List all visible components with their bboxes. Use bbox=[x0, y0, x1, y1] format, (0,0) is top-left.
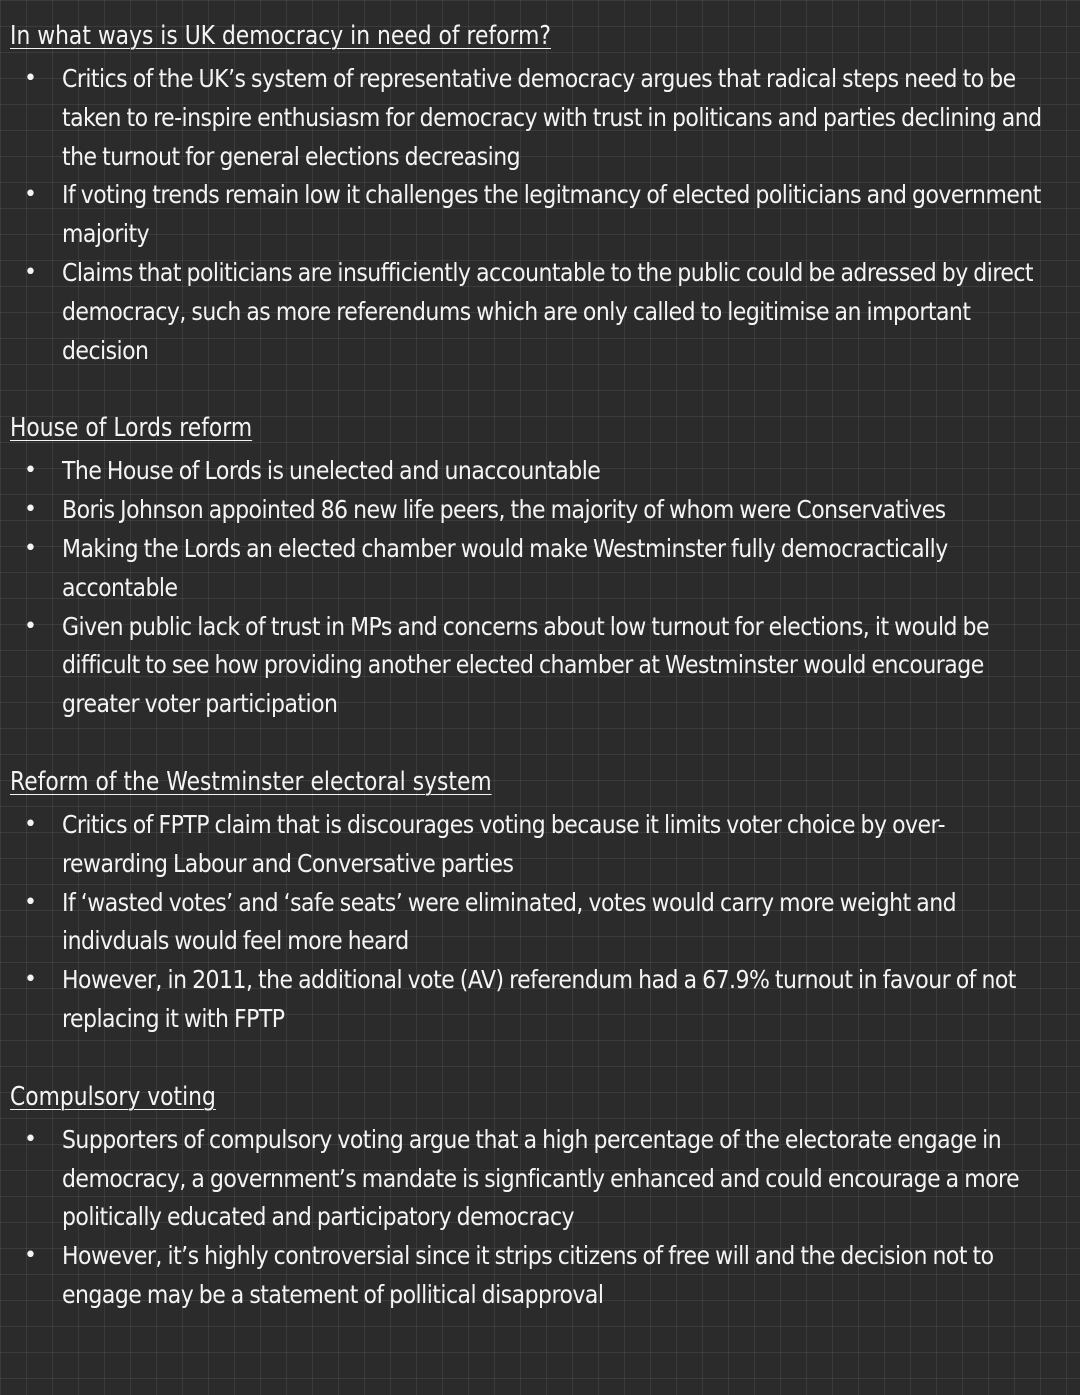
bullet-icon: • bbox=[24, 1243, 37, 1269]
section-electoral-system bbox=[10, 764, 1076, 1039]
section-democracy-reform bbox=[10, 18, 1076, 370]
list-item bbox=[10, 60, 1076, 176]
section-heading: Compulsory voting bbox=[10, 1081, 216, 1112]
list-item-text: Boris Johnson appointed 86 new life peers, the majority of whom were Conservatives bbox=[62, 495, 946, 525]
list-item-text: Critics of the UK’s system of representative democracy argues that radical steps need to be taken to re-inspire enthusiasm for democracy with trust in politicans and parties declining and the turnout for general elections decreasing bbox=[62, 64, 1042, 171]
list-item bbox=[10, 176, 1076, 254]
list-item-text: If ‘wasted votes’ and ‘safe seats’ were eliminated, votes would carry more weight and indivduals would feel more heard bbox=[62, 887, 957, 956]
list-item bbox=[10, 884, 1076, 962]
list-item-text: However, in 2011, the additional vote (AV) referendum had a 67.9% turnout in favour of not replacing it with FPTP bbox=[62, 965, 1016, 1033]
list-item-text: The House of Lords is unelected and unaccountable bbox=[62, 456, 601, 486]
bullet-icon: • bbox=[24, 259, 37, 285]
bullet-list bbox=[10, 452, 1076, 724]
section-heading: House of Lords reform bbox=[10, 413, 253, 444]
list-item-text: Supporters of compulsory voting argue that a high percentage of the electorate engage in democracy, a government’s mandate is signficantly enhanced and could encourage a more politically educated and participatory democracy bbox=[62, 1124, 1020, 1232]
bullet-icon: • bbox=[24, 967, 37, 993]
bullet-icon: • bbox=[24, 1126, 37, 1152]
bullet-icon: • bbox=[24, 535, 37, 561]
list-item bbox=[10, 1121, 1076, 1237]
bullet-icon: • bbox=[24, 497, 37, 523]
section-house-of-lords bbox=[10, 410, 1076, 724]
list-item-text: If voting trends remain low it challenges the legitmancy of elected politicians and government majority bbox=[62, 180, 1041, 249]
list-item-text: Making the Lords an elected chamber would make Westminster fully democractically accontable bbox=[62, 533, 948, 602]
list-item bbox=[10, 491, 1076, 530]
list-item bbox=[10, 806, 1076, 884]
bullet-icon: • bbox=[24, 66, 37, 91]
list-item bbox=[10, 961, 1076, 1039]
list-item bbox=[10, 452, 1076, 491]
section-heading: Reform of the Westminster electoral system bbox=[10, 766, 492, 797]
bullet-icon: • bbox=[24, 458, 37, 484]
section-heading: In what ways is UK democracy in need of reform? bbox=[10, 21, 551, 51]
list-item bbox=[10, 1237, 1076, 1315]
bullet-icon: • bbox=[24, 613, 37, 639]
list-item-text: Given public lack of trust in MPs and concerns about low turnout for elections, it would be difficult to see how providing another elected chamber at Westminster would encourage greater voter participation bbox=[62, 611, 989, 719]
bullet-list bbox=[10, 1121, 1076, 1315]
bullet-list bbox=[10, 60, 1076, 370]
list-item bbox=[10, 254, 1076, 370]
bullet-list bbox=[10, 806, 1076, 1039]
list-item-text: Claims that politicians are insufficiently accountable to the public could be adressed by direct democracy, such as more referendums which are only called to legitimise an important decision bbox=[62, 257, 1034, 365]
list-item bbox=[10, 530, 1076, 608]
bullet-icon: • bbox=[24, 182, 37, 208]
bullet-icon: • bbox=[24, 889, 37, 915]
section-compulsory-voting bbox=[10, 1079, 1076, 1315]
list-item bbox=[10, 608, 1076, 724]
list-item-text: Critics of FPTP claim that is discourages voting because it limits voter choice by over-rewarding Labour and Conversative parties bbox=[62, 809, 946, 878]
list-item-text: However, it’s highly controversial since it strips citizens of free will and the decision not to engage may be a statement of pollitical disapproval bbox=[62, 1241, 994, 1309]
bullet-icon: • bbox=[24, 811, 37, 837]
